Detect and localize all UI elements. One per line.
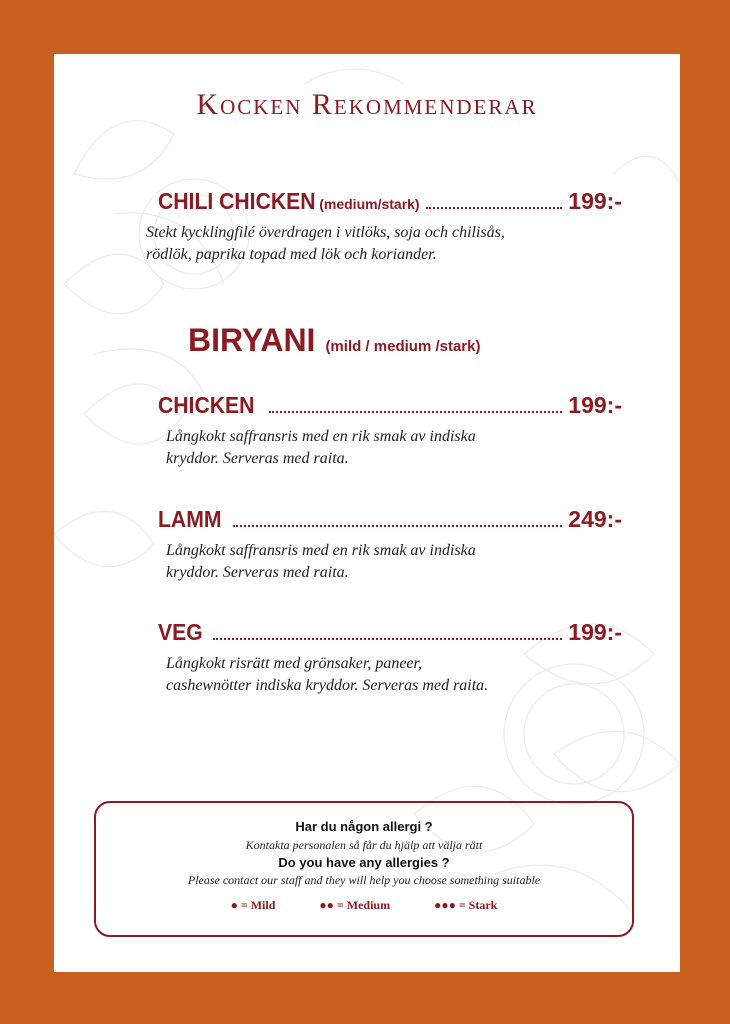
section-heat-level: (mild / medium /stark) bbox=[325, 338, 481, 355]
dish-name: LAMM bbox=[158, 506, 222, 532]
leader-dots bbox=[213, 637, 563, 640]
section-heading bbox=[188, 322, 480, 359]
dish-name: CHILI CHICKEN bbox=[158, 188, 316, 214]
legend-stark: ●●● = Stark bbox=[434, 898, 498, 912]
dish-description: Långkokt saffransris med en rik smak av indiska kryddor. Serveras med raita. bbox=[166, 428, 476, 467]
dish-price: 199:- bbox=[568, 392, 622, 418]
dish-price: 249:- bbox=[568, 506, 622, 532]
dish-description: Stekt kycklingfilé överdragen i vitlöks, soja och chilisås, rödlök, paprika topad med lök och koriander. bbox=[146, 224, 505, 263]
dish-name: VEG bbox=[158, 619, 203, 645]
dish-lamm bbox=[158, 506, 622, 533]
spice-legend bbox=[96, 898, 632, 913]
allergy-question-en: Do you have any allergies ? bbox=[278, 855, 450, 870]
dish-name: CHICKEN bbox=[158, 392, 255, 418]
allergy-text-sv: Kontakta personalen så får du hjälp att välja rätt bbox=[245, 838, 483, 852]
menu-page bbox=[54, 54, 680, 972]
leader-dots bbox=[269, 410, 563, 413]
dish-price: 199:- bbox=[568, 619, 622, 645]
dish-chili-chicken bbox=[158, 188, 622, 215]
dish-chicken bbox=[158, 392, 622, 419]
leader-dots bbox=[426, 206, 563, 209]
allergy-question-sv: Har du någon allergi ? bbox=[295, 819, 433, 834]
page-title: Kocken Rekommenderar bbox=[196, 88, 538, 121]
legend-medium: ●● = Medium bbox=[319, 898, 391, 912]
heat-level: (medium/stark) bbox=[319, 196, 420, 212]
leader-dots bbox=[233, 524, 562, 527]
dish-price: 199:- bbox=[568, 188, 622, 214]
section-title: BIRYANI bbox=[188, 322, 316, 358]
allergy-text-en: Please contact our staff and they will help you choose something suitable bbox=[187, 873, 541, 887]
dish-description: Långkokt risrätt med grönsaker, paneer, cashewnötter indiska kryddor. Serveras med raita. bbox=[166, 655, 489, 694]
dish-description: Långkokt saffransris med en rik smak av indiska kryddor. Serveras med raita. bbox=[166, 542, 476, 581]
allergy-notice bbox=[94, 801, 634, 937]
dish-veg bbox=[158, 619, 622, 646]
legend-mild: ● = Mild bbox=[230, 898, 276, 912]
